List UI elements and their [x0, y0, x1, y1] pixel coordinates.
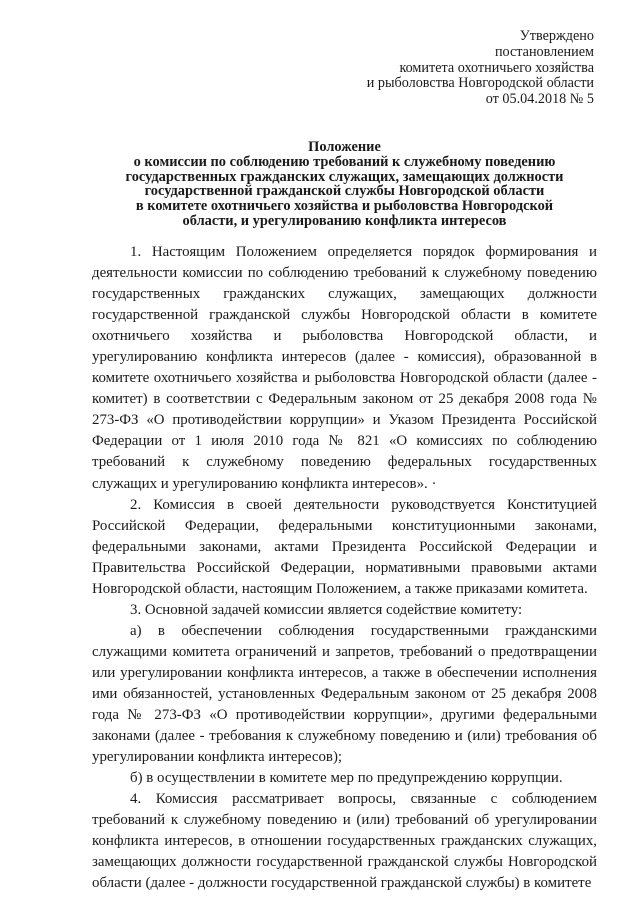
approval-line: Утверждено: [519, 28, 594, 44]
paragraph-3a: а) в обеспечении соблюдения государственными гражданскими служащими комитета ограничений и запретов, требований о предотвращении или урегулировании конфликта интересов, а также в обеспечении исполнения ими обязанностей, установленных Федеральным законом от 25 декабря 2008 года № 273-ФЗ «О противодействии коррупции», другими федеральными законами (далее - требования к служебному поведению и (или) требования об урегулировании конфликта интересов);: [92, 622, 597, 766]
approval-line: постановлением: [494, 43, 594, 60]
paragraph-4: 4. Комиссия рассматривает вопросы, связанные с соблюдением требований к служебному поведению и (или) требований об урегулировании конфликта интересов, в отношении государственных гражданских служащих, замещающих должности государственной гражданской службы Новгородской области (далее - должности государственной гражданской службы) в комитете: [92, 791, 597, 892]
paragraph-1: 1. Настоящим Положением определяется порядок формирования и деятельности комиссии по соблюдению требований к служебному поведению государственных гражданских служащих, замещающих должности государственной гражданской службы Новгородской области в комитете охотничьего хозяйства и рыболовства Новгородской области, и урегулированию конфликта интересов (далее - комиссия), образованной в комитете охотничьего хозяйства и рыболовства Новгородской области (далее - комитет) в соответствии с Федеральным законом от 25 декабря 2008 года № 273-ФЗ «О противодействии коррупции» и Указом Президента Российской Федерации от 1 июля 2010 года № 821 «О комиссиях по соблюдению требований к служебному поведению федеральных государственных служащих и урегулированию конфликта интересов». ·: [92, 244, 597, 492]
paragraph-3b: б) в осуществлении в комитете мер по предупреждению коррупции.: [130, 770, 563, 787]
title-line: о комиссии по соблюдению требований к служебному поведению: [133, 153, 556, 170]
approval-stamp: [294, 29, 594, 108]
title-line: государственных гражданских служащих, замещающих должности: [125, 168, 564, 185]
approval-line: и рыболовства Новгородской области: [366, 75, 594, 92]
paragraph-3: 3. Основной задачей комиссии является содействие комитету:: [130, 601, 523, 618]
document-title: [92, 140, 597, 229]
approval-line: комитета охотничьего хозяйства: [399, 59, 594, 76]
paragraph-2: 2. Комиссия в своей деятельности руководствуется Конституцией Российской Федерации, федеральными конституционными законами, федеральными законами, актами Президента Российской Федерации и Правительства Российской Федерации, нормативными правовыми актами Новгородской области, настоящим Положением, а также приказами комитета.: [92, 496, 597, 597]
title-line: области, и урегулированию конфликта интересов: [182, 212, 507, 229]
title-line: Положение: [308, 139, 381, 155]
document-body: [92, 242, 597, 894]
title-line: государственной гражданской службы Новгородской области: [144, 183, 545, 200]
title-line: в комитете охотничьего хозяйства и рыболовства Новгородской: [135, 198, 554, 215]
approval-line: от 05.04.2018 № 5: [485, 91, 594, 108]
